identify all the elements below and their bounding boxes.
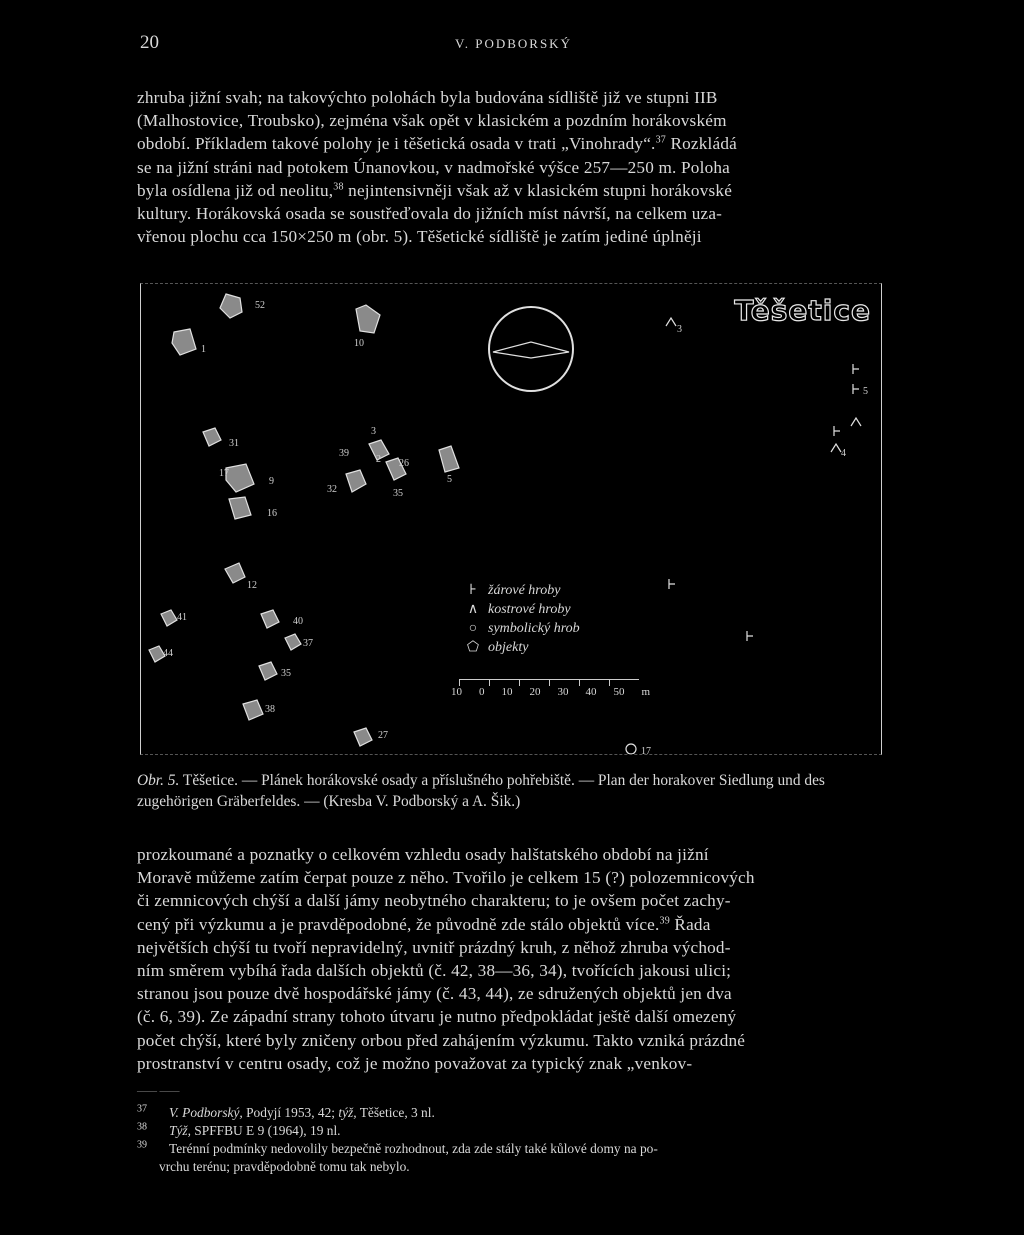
svg-text:32: 32 [327,484,337,495]
feature-31 [203,428,221,446]
text-line: (č. 6, 39). Ze západní strany tohoto útvaru je nutno předpokládat ještě další omezený [137,1007,737,1027]
svg-text:52: 52 [255,300,265,311]
feature-6 [439,446,459,472]
svg-text:2: 2 [376,454,381,465]
text-line: kultury. Horákovská osada se soustřeďovala do jižních míst návrší, na celkem uza- [137,204,723,224]
text-line: se na jižní stráni nad potokem Únanovkou, v nadmořské výšce 257—250 m. Poloha [137,157,730,177]
svg-text:40: 40 [293,616,303,627]
cremation-grave-7 [669,579,675,589]
feature-35 [346,470,366,492]
svg-text:16: 16 [267,508,277,519]
inhumation-grave-1 [851,418,861,426]
symbolic-grave-17 [626,744,636,754]
cremation-grave-2 [853,364,859,374]
inhumation-grave-3 [666,318,676,326]
text-line: vřenou plochu cca 150×250 m (obr. 5). Těšetické sídliště je zatím jediné úplněji [137,227,702,247]
svg-text:4: 4 [841,448,846,459]
svg-text:5: 5 [863,386,868,397]
paragraph-1 [137,86,891,248]
symbolic-grave-circle [489,307,573,391]
site-plan-figure [140,283,882,755]
svg-text:37: 37 [303,638,313,649]
text-line: cený při výzkumu a je pravděpodobné, že původně zde stálo objektů více.$^{39}$ Řada [137,914,711,934]
svg-text:10: 10 [354,338,364,349]
svg-text:31: 31 [229,438,239,449]
svg-text:35: 35 [281,668,291,679]
cremation-grave-5 [853,384,859,394]
inhumation-grave-4 [831,444,841,452]
symbolic-grave-icon: ○ [468,621,478,636]
svg-text:12: 12 [247,580,257,591]
feature-27 [354,728,372,746]
text-line: počet chýší, které byly zničeny orbou před zahájením výzkumu. Takto vzniká prázdné [137,1030,746,1050]
feature-52 [220,294,242,318]
text-line: Moravě můžeme zatím čerpat pouze z něho. Tvořilo je celkem 15 (?) polozemnicových [137,868,755,888]
text-line: stranou jsou pouze dvě hospodářské jámy (č. 43, 44), ze sdružených objektů jen dva [137,984,732,1004]
legend-item: ⊦ žárové hroby [466,581,580,600]
text-line: byla osídlena již od neolitu,$^{38}$ nejintensivněji však až v klasickém stupni horákovské [137,180,733,200]
svg-text:17: 17 [219,468,229,479]
svg-text:3: 3 [371,426,376,437]
svg-text:35: 35 [393,488,403,499]
map-title: Těšetice [734,294,871,327]
footnote: $^{38}$ Týž, SPFFBU E 9 (1964), 19 nl. [137,1121,341,1138]
footnote-ref[interactable]: 37 [655,134,666,146]
svg-text:9: 9 [269,476,274,487]
map-legend [466,581,580,657]
cremation-grave-icon: ⊦ [469,583,477,598]
footnote-separator: —— —— [137,1086,180,1097]
svg-text:38: 38 [265,704,275,715]
figure-label: Obr. 5. [137,772,180,789]
svg-text:26: 26 [399,458,409,469]
text-line: zhruba jižní svah; na takovýchto polohách byla budována sídliště již ve stupni IIB [137,88,718,107]
svg-text:1: 1 [201,344,206,355]
paragraph-2 [137,843,891,1075]
footnote: $^{37}$ V. Podborský, Podyjí 1953, 42; týž, Těšetice, 3 nl. [137,1103,435,1120]
footnote: $^{39}$ Terénní podmínky nedovolily bezpečně rozhodnout, zda zde stály také kůlové domy na po- vrchu terénu; pravděpodobně tomu tak nebylo. [137,1139,658,1174]
feature-9 [226,464,254,492]
feature-40 [261,610,279,628]
feature-38 [243,700,263,720]
svg-text:44: 44 [163,648,173,659]
feature-41 [161,610,177,626]
figure-caption: Obr. 5. Těšetice. — Plánek horákovské osady a příslušného pohřebiště. — Plan der horakover Siedlung und des zugehörigen Gräberfeldes. — (Kresba V. Podborský a A. Šik.) [137,772,825,810]
legend-item: ○ symbolický hrob [466,619,580,638]
footnote-ref[interactable]: 38 [333,181,344,193]
svg-text:5: 5 [447,474,452,485]
feature-16 [229,497,251,519]
text-line: prostranství v centru osady, což je možno považovat za typický znak „venkov- [137,1053,693,1073]
text-line: (Malhostovice, Troubsko), zejména však opět v klasickém a pozdním horákovském [137,111,727,131]
inhumation-grave-icon: ∧ [467,602,479,617]
running-head: V. PODBORSKÝ [455,36,572,51]
footnote-ref[interactable]: 39 [659,914,670,926]
svg-text:41: 41 [177,612,187,623]
feature-10 [356,305,380,333]
svg-text:39: 39 [339,448,349,459]
cremation-grave-13 [834,426,840,436]
feature-12 [225,563,245,583]
feature-36 [259,662,277,680]
feature-object-icon: ⬠ [466,640,480,655]
svg-text:27: 27 [378,730,388,741]
text-line: prozkoumané a poznatky o celkovém vzhledu osady halštatského období na jižní [137,845,709,864]
scale-bar: 10 0 10 20 30 40 50 m [451,679,650,698]
text-line: ním směrem vybíhá řada dalších objektů (č. 42, 38—36, 34), tvořících jakousi ulici; [137,961,732,981]
text-line: období. Příkladem takové polohy je i těšetická osada v trati „Vinohrady“.$^{37}$ Rozkládá [137,134,737,154]
legend-item: ∧ kostrové hroby [467,602,571,617]
text-line: či zemnicových chýší a další jámy neobytného charakteru; to je ovšem počet zachy- [137,891,731,911]
page-number: 20 [140,32,159,53]
svg-text:3: 3 [677,324,682,335]
legend-item: ⬠ objekty [466,640,529,655]
cremation-grave-8 [747,631,753,641]
feature-43 [285,634,301,650]
feature-1 [172,329,196,355]
text-line: největších chýší tu tvoří nepravidelný, uvnitř prázdný kruh, z něhož zhruba východ- [137,937,731,957]
svg-text:17: 17 [641,746,651,754]
